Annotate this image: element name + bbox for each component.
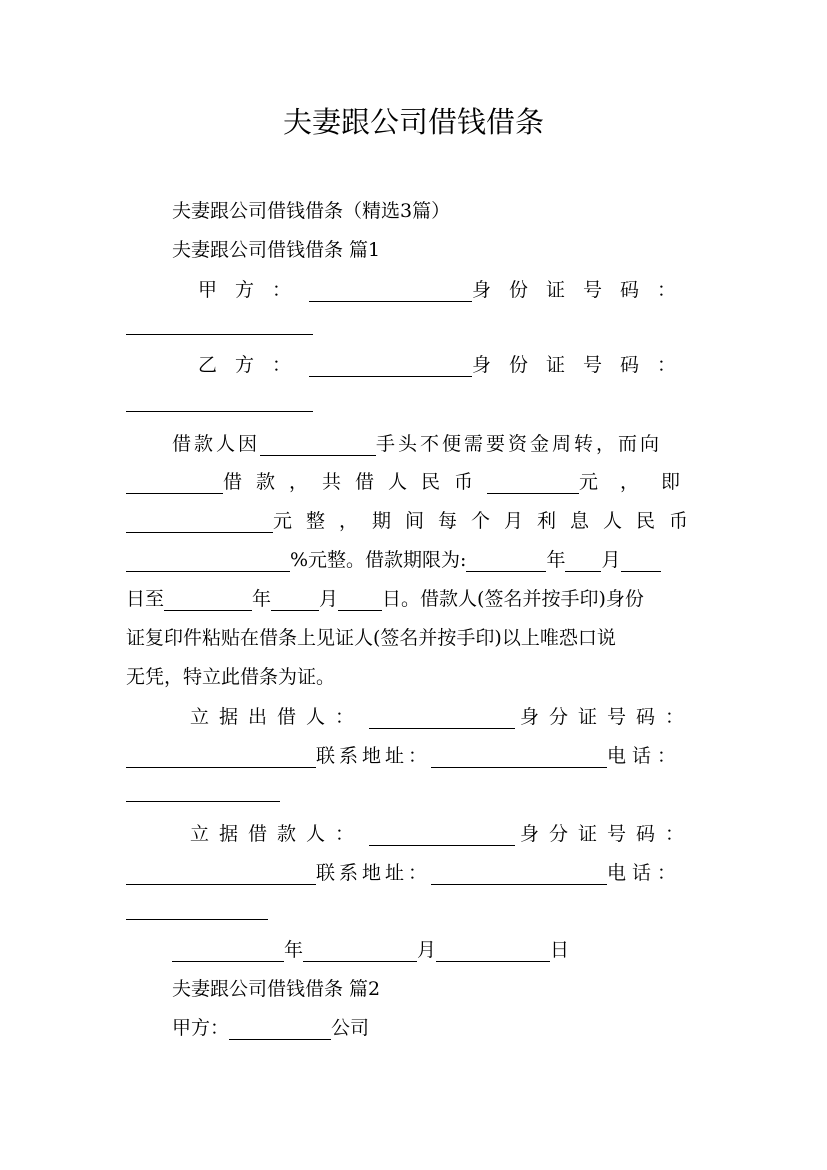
start-year-label: 年	[546, 549, 566, 571]
borrower-id-blank[interactable]	[126, 865, 316, 885]
lender-phone-label: 电话：	[607, 745, 683, 767]
lender-line-2	[126, 744, 696, 768]
borrower-phone-label: 电话：	[607, 862, 683, 884]
party-b-name-blank[interactable]	[309, 357, 472, 377]
borrower-address-blank[interactable]	[431, 865, 607, 885]
date-day-blank[interactable]	[436, 942, 550, 962]
party-b-id-label: 身份证号码：	[471, 354, 694, 376]
borrower-line	[190, 822, 694, 846]
borrow-line-3	[126, 509, 702, 533]
section2-company-label: 公司	[331, 1017, 370, 1039]
borrower-label: 立据借款人：	[190, 823, 365, 845]
party-b-label: 乙方：	[198, 354, 310, 376]
end-year-blank[interactable]	[164, 591, 252, 611]
borrower-id-label: 身分证号码：	[519, 823, 694, 845]
borrow-text-6: %元整。借款期限为:	[290, 549, 467, 571]
lender-name-blank[interactable]	[369, 709, 515, 729]
date-line	[172, 938, 592, 962]
start-month-blank[interactable]	[565, 552, 601, 572]
borrow-text-3: 借款，共借人民币	[222, 471, 487, 493]
borrow-line-5	[126, 587, 702, 611]
borrow-line-1	[172, 432, 702, 456]
end-month-blank[interactable]	[271, 591, 319, 611]
date-year-label: 年	[284, 939, 304, 961]
document-title: 夫妻跟公司借钱借条	[282, 105, 544, 139]
date-day-label: 日	[550, 939, 570, 961]
borrower-name-blank[interactable]	[369, 826, 515, 846]
party-b-id-blank[interactable]	[126, 410, 313, 412]
borrow-text-2: 手头不便需要资金周转，而向	[376, 433, 663, 455]
start-day-blank[interactable]	[621, 552, 661, 572]
lender-phone-blank[interactable]	[126, 800, 280, 802]
borrow-text-4: 元，即	[578, 471, 702, 493]
date-month-label: 月	[417, 939, 437, 961]
section2-party-a-line	[172, 1016, 748, 1040]
end-month-label: 月	[319, 588, 339, 610]
borrow-line-4	[126, 548, 702, 572]
end-year-label: 年	[252, 588, 272, 610]
borrow-line-6: 证复印件粘贴在借条上见证人(签名并按手印)以上唯恐口说	[126, 627, 616, 649]
borrow-amount-words-blank[interactable]	[126, 513, 273, 533]
borrow-lender-blank[interactable]	[126, 474, 223, 494]
section2-party-a-label: 甲方：	[172, 1017, 230, 1039]
lender-id-label: 身分证号码：	[519, 706, 694, 728]
section1-heading: 夫妻跟公司借钱借条 篇1	[172, 239, 381, 261]
start-month-label: 月	[601, 549, 621, 571]
interest-blank[interactable]	[126, 552, 290, 572]
day-to-label: 日至	[126, 588, 165, 610]
lender-label: 立据出借人：	[190, 706, 365, 728]
borrower-address-label: 联系地址：	[316, 862, 432, 884]
lender-line	[190, 705, 694, 729]
party-a-id-label: 身份证号码：	[471, 279, 694, 301]
intro-line: 夫妻跟公司借钱借条（精选3篇）	[172, 200, 451, 222]
date-year-blank[interactable]	[172, 942, 284, 962]
party-a-line	[198, 278, 694, 302]
borrow-reason-blank[interactable]	[260, 436, 376, 456]
borrow-line-7: 无凭，特立此借条为证。	[126, 666, 336, 688]
borrow-text-1: 借款人因	[172, 433, 261, 455]
start-year-blank[interactable]	[466, 552, 546, 572]
borrower-line-2	[126, 861, 696, 885]
lender-address-blank[interactable]	[431, 748, 607, 768]
day-end-label: 日。借款人(签名并按手印)身份	[382, 588, 644, 610]
section2-company-blank[interactable]	[229, 1020, 331, 1040]
borrow-amount-blank[interactable]	[487, 474, 579, 494]
section2-heading: 夫妻跟公司借钱借条 篇2	[172, 978, 381, 1000]
party-a-id-blank[interactable]	[126, 333, 313, 335]
party-a-label: 甲方：	[198, 279, 310, 301]
lender-id-blank[interactable]	[126, 748, 316, 768]
lender-address-label: 联系地址：	[316, 745, 432, 767]
borrow-line-2	[126, 470, 702, 494]
borrower-phone-blank[interactable]	[126, 918, 268, 920]
date-month-blank[interactable]	[303, 942, 417, 962]
end-day-blank[interactable]	[338, 591, 382, 611]
party-a-name-blank[interactable]	[309, 282, 472, 302]
borrow-text-5: 元整，期间每个月利息人民币	[272, 510, 702, 532]
party-b-line	[198, 353, 694, 377]
